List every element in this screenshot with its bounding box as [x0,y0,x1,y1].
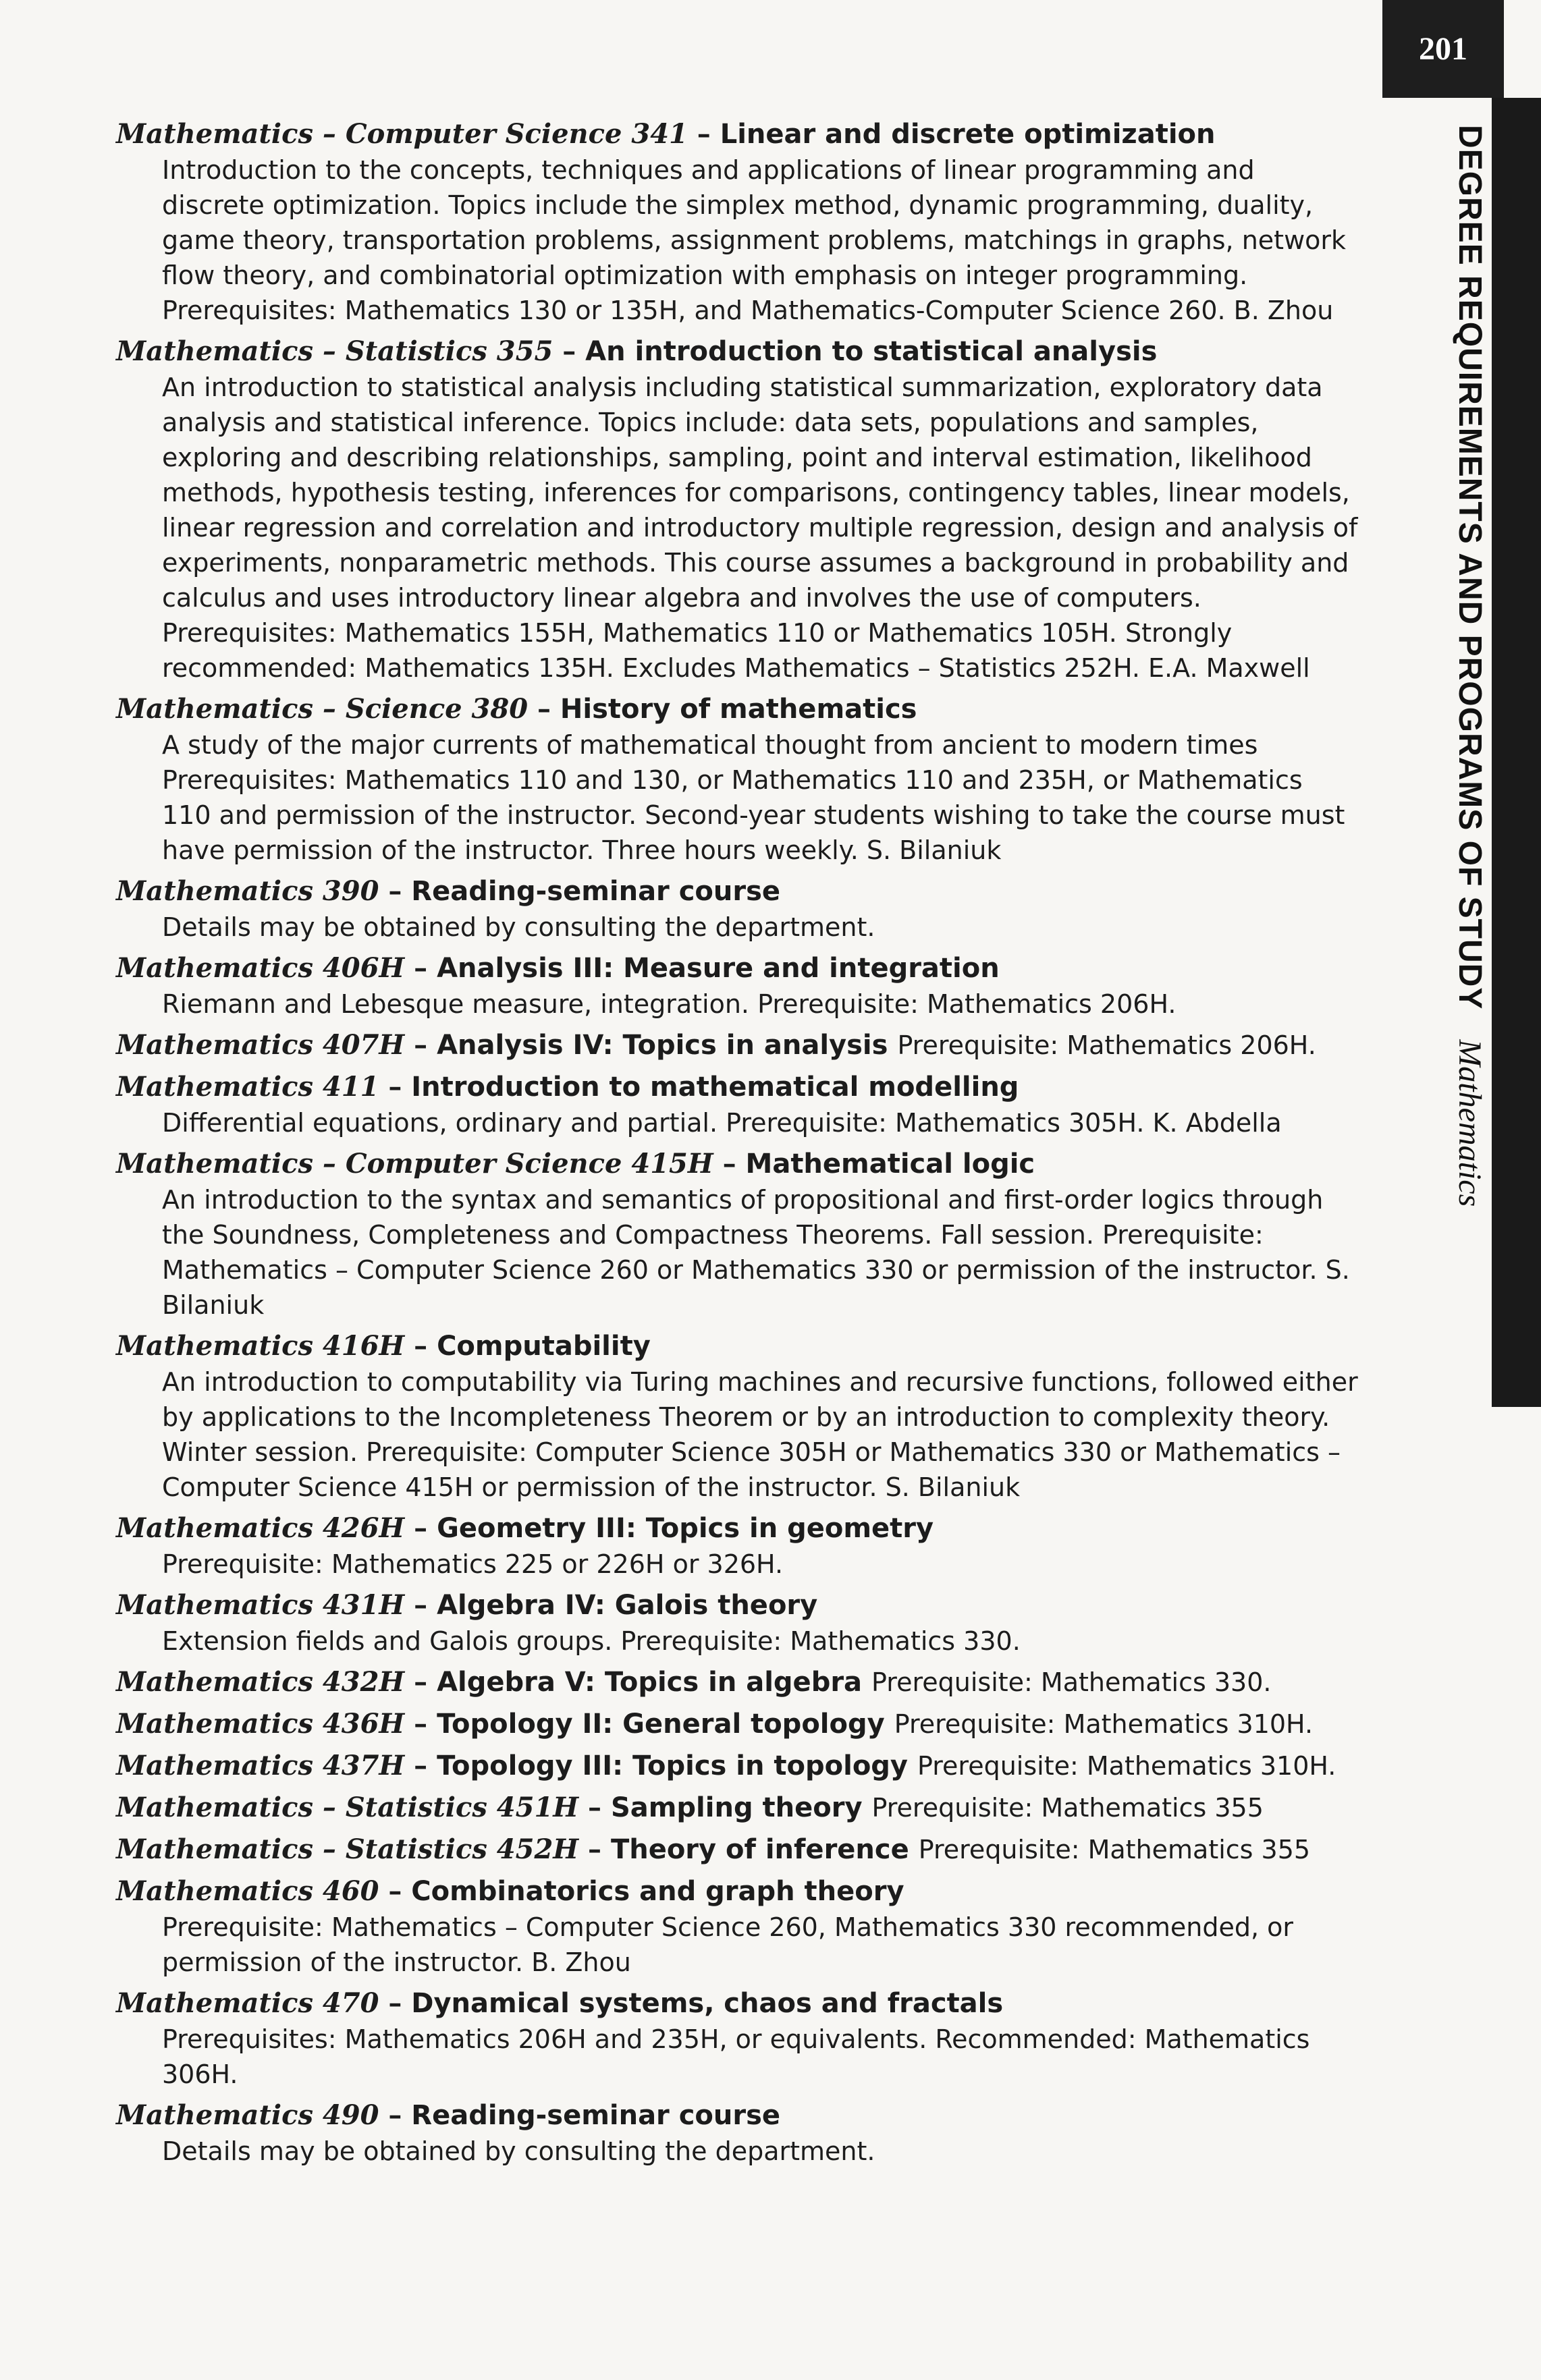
side-heading [1451,125,1488,1207]
course-code: Mathematics – Statistics 355 [116,335,553,367]
course-heading [116,116,1358,153]
course-heading [116,1510,1358,1547]
course-heading [116,1706,1358,1742]
course-title: Geometry III: Topics in geometry [437,1513,934,1544]
course-entry [116,1790,1358,1826]
course-entry [116,1587,1358,1659]
course-heading [116,1985,1358,2022]
course-description: Details may be obtained by consulting the department. [162,2136,875,2166]
course-code: Mathematics 406H [116,952,405,984]
heading-separator: – [553,335,586,367]
course-title: Linear and discrete optimization [720,119,1216,150]
course-entry [116,691,1358,868]
heading-separator: – [404,1029,437,1061]
side-heading-main: DEGREE REQUIREMENTS AND PROGRAMS OF STUDY [1452,125,1488,1010]
course-title: Sampling theory [610,1792,863,1823]
course-entry [116,1831,1358,1868]
course-heading [116,1069,1358,1105]
course-code: Mathematics 411 [116,1071,379,1103]
heading-separator: – [379,1875,412,1907]
course-code: Mathematics – Science 380 [116,693,529,725]
heading-separator: – [404,1666,437,1698]
course-title: Topology III: Topics in topology [437,1750,909,1781]
course-inline-prerequisite: Prerequisite: Mathematics 355 [871,1793,1264,1823]
course-code: Mathematics 407H [116,1029,405,1061]
course-heading [116,1027,1358,1063]
course-title: Combinatorics and graph theory [411,1876,904,1907]
course-title: Algebra IV: Galois theory [437,1590,818,1621]
course-code: Mathematics – Computer Science 415H [116,1148,713,1180]
course-code: Mathematics 490 [116,2099,379,2131]
course-entry [116,1873,1358,1980]
course-description: An introduction to the syntax and semantics of propositional and first-order logics through the Soundness, Completeness and Compactness Theorems. Fall session. Prerequisite: Mathematics – Computer Science 260 or Mathematics 330 or permission of the instructor. S. Bilaniuk [162,1185,1350,1320]
course-title: Introduction to mathematical modelling [411,1072,1019,1103]
course-title: Mathematical logic [745,1149,1035,1180]
course-heading [116,1664,1358,1700]
course-inline-prerequisite: Prerequisite: Mathematics 330. [871,1667,1272,1697]
course-code: Mathematics 416H [116,1330,405,1362]
heading-separator: – [578,1792,611,1823]
course-entry [116,873,1358,945]
heading-separator: – [404,1512,437,1544]
course-entry [116,1510,1358,1582]
course-heading [116,1873,1358,1910]
course-entry [116,1706,1358,1742]
course-title: Analysis III: Measure and integration [437,953,1000,984]
course-code: Mathematics 437H [116,1750,405,1781]
course-code: Mathematics 436H [116,1708,405,1740]
course-heading [116,1748,1358,1784]
heading-separator: – [379,1987,412,2019]
course-heading [116,950,1358,987]
course-entry [116,1985,1358,2092]
course-code: Mathematics 431H [116,1589,405,1621]
course-title: Reading-seminar course [411,876,781,907]
course-entry [116,1748,1358,1784]
course-entry [116,1027,1358,1063]
course-description: Riemann and Lebesque measure, integration. Prerequisite: Mathematics 206H. [162,989,1177,1019]
course-heading [116,1146,1358,1182]
page-number: 201 [1382,0,1504,98]
heading-separator: – [404,1330,437,1362]
heading-separator: – [404,1708,437,1740]
course-heading [116,873,1358,910]
course-inline-prerequisite: Prerequisite: Mathematics 310H. [917,1751,1336,1781]
course-description: Prerequisites: Mathematics 206H and 235H, or equivalents. Recommended: Mathematics 306H. [162,2024,1310,2089]
course-title: Reading-seminar course [411,2100,781,2131]
course-title: History of mathematics [560,694,917,725]
heading-separator: – [379,875,412,907]
course-title: Dynamical systems, chaos and fractals [411,1988,1004,2019]
heading-separator: – [578,1833,611,1865]
course-description: Prerequisite: Mathematics – Computer Science 260, Mathematics 330 recommended, or permission of the instructor. B. Zhou [162,1912,1293,1977]
course-entry [116,950,1358,1022]
course-entry [116,1664,1358,1700]
heading-separator: – [404,1589,437,1621]
heading-separator: – [379,2099,412,2131]
heading-separator: – [404,1750,437,1781]
course-inline-prerequisite: Prerequisite: Mathematics 355 [918,1835,1311,1864]
course-description: Differential equations, ordinary and partial. Prerequisite: Mathematics 305H. K. Abdella [162,1108,1282,1138]
course-description: Prerequisite: Mathematics 225 or 226H or 326H. [162,1549,784,1579]
course-description: A study of the major currents of mathematical thought from ancient to modern times Prerequisites: Mathematics 110 and 130, or Mathematics 110 and 235H, or Mathematics 110 and permission of the instructor. Second-year students wishing to take the course must have permission of the instructor. Three hours weekly. S. Bilaniuk [162,730,1345,865]
course-inline-prerequisite: Prerequisite: Mathematics 206H. [897,1030,1316,1060]
side-tab-band [1492,98,1541,1407]
course-description: Introduction to the concepts, techniques and applications of linear programming and discrete optimization. Topics include the simplex method, dynamic programming, duality, game theory, transportation problems, assignment problems, matchings in graphs, network flow theory, and combinatorial optimization with emphasis on integer programming. Prerequisites: Mathematics 130 or 135H, and Mathematics-Computer Science 260. B. Zhou [162,155,1347,325]
heading-separator: – [379,1071,412,1103]
course-code: Mathematics 460 [116,1875,379,1907]
course-inline-prerequisite: Prerequisite: Mathematics 310H. [894,1709,1314,1739]
course-heading [116,1328,1358,1364]
heading-separator: – [528,693,560,725]
heading-separator: – [713,1148,746,1180]
course-title: An introduction to statistical analysis [585,336,1158,367]
course-title: Algebra V: Topics in algebra [437,1667,863,1698]
course-entry [116,1146,1358,1323]
course-description: An introduction to statistical analysis including statistical summarization, exploratory data analysis and statistical inference. Topics include: data sets, populations and samples, exploring and describing relationships, sampling, point and interval estimation, likelihood methods, hypothesis testing, inferences for comparisons, contingency tables, linear models, linear regression and correlation and introductory multiple regression, design and analysis of experiments, nonparametric methods. This course assumes a background in probability and calculus and uses introductory linear algebra and involves the use of computers. Prerequisites: Mathematics 155H, Mathematics 110 or Mathematics 105H. Strongly recommended: Mathematics 135H. Excludes Mathematics – Statistics 252H. E.A. Maxwell [162,372,1358,683]
course-description: An introduction to computability via Turing machines and recursive functions, followed either by applications to the Incompleteness Theorem or by an introduction to complexity theory. Winter session. Prerequisite: Computer Science 305H or Mathematics 330 or Mathematics – Computer Science 415H or permission of the instructor. S. Bilaniuk [162,1367,1358,1502]
course-description: Details may be obtained by consulting the department. [162,912,875,942]
side-heading-subject: Mathematics [1452,1039,1488,1207]
course-title: Computability [437,1331,651,1362]
course-code: Mathematics 470 [116,1987,379,2019]
course-list [116,116,1358,2174]
course-entry [116,2097,1358,2169]
course-code: Mathematics 426H [116,1512,405,1544]
course-title: Topology II: General topology [437,1709,885,1740]
course-description: Extension fields and Galois groups. Prerequisite: Mathematics 330. [162,1626,1021,1656]
course-entry [116,1328,1358,1505]
course-heading [116,1831,1358,1868]
course-title: Theory of inference [610,1834,909,1865]
course-heading [116,1587,1358,1624]
course-heading [116,333,1358,370]
course-entry [116,1069,1358,1140]
course-code: Mathematics – Statistics 452H [116,1833,579,1865]
course-code: Mathematics – Statistics 451H [116,1792,579,1823]
course-title: Analysis IV: Topics in analysis [437,1030,888,1061]
course-entry [116,116,1358,328]
course-heading [116,691,1358,727]
course-code: Mathematics 432H [116,1666,405,1698]
course-entry [116,333,1358,686]
heading-separator: – [687,118,720,150]
course-heading [116,1790,1358,1826]
course-heading [116,2097,1358,2134]
course-code: Mathematics – Computer Science 341 [116,118,688,150]
heading-separator: – [404,952,437,984]
course-code: Mathematics 390 [116,875,379,907]
